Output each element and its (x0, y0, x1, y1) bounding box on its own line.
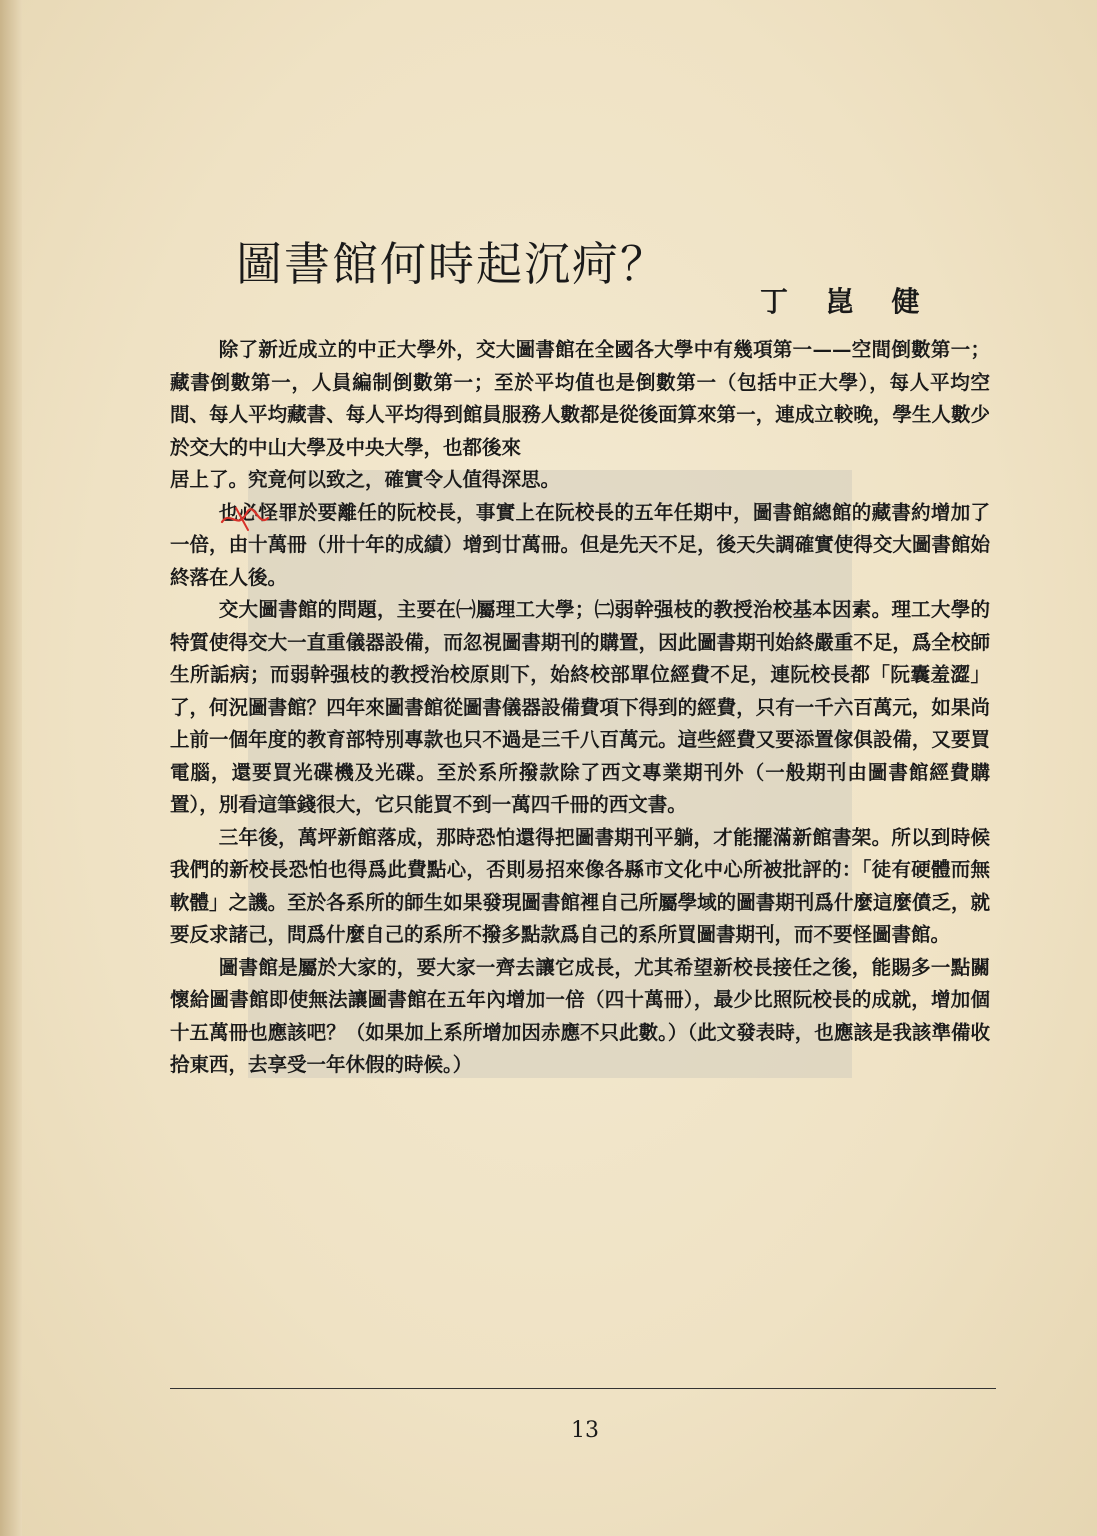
article-body (170, 334, 990, 1082)
paragraph-3: 交大圖書館的問題，主要在㈠屬理工大學；㈡弱幹强枝的教授治校基本因素。理工大學的特質使得交大一直重儀器設備，而忽視圖書期刊的購置，因此圖書期刊始終嚴重不足，爲全校師生所詬病；而弱幹强枝的教授治校原則下，始終校部單位經費不足，連阮校長都「阮囊羞澀」了，何況圖書館？四年來圖書館從圖書儀器設備費項下得到的經費，只有一千六百萬元，如果尚上前一個年度的教育部特別專款也只不過是三千八百萬元。這些經費又要添置傢俱設備，又要買電腦，還要買光碟機及光碟。至於系所撥款除了西文專業期刊外（一般期刊由圖書館經費購置），別看這筆錢很大，它只能買不到一萬四千冊的西文書。 (170, 598, 990, 816)
footer-rule (170, 1388, 996, 1389)
red-pen-scribble-icon (218, 500, 274, 540)
page-spine-shadow (0, 0, 22, 1536)
page-number: 13 (571, 1418, 599, 1443)
paragraph-5: 圖書館是屬於大家的，要大家一齊去讓它成長，尤其希望新校長接任之後，能賜多一點關懷給圖書館即使無法讓圖書館在五年內增加一倍（四十萬冊），最少比照阮校長的成就，增加個十五萬冊也應該吧？（如果加上系所增加因赤應不只此數。）（此文發表時，也應該是我該準備收拾東西，去享受一年休假的時候。） (170, 955, 990, 1076)
paragraph-4: 三年後，萬坪新館落成，那時恐怕還得把圖書期刊平躺，才能擺滿新館書架。所以到時候我們的新校長恐怕也得爲此費點心，否則易招來像各縣市文化中心所被批評的：「徒有硬體而無軟體」之譏。至於各系所的師生如果發現圖書館裡自己所屬學域的圖書期刊爲什麼這麼僨乏，就要反求諸己，問爲什麼自己的系所不撥多點款爲自己的系所買圖書期刊，而不要怪圖書館。 (170, 825, 990, 946)
article-title: 圖書館何時起沉疴？ (236, 236, 668, 291)
paragraph-2: 也必怪罪於要離任的阮校長，事實上在阮校長的五年任期中，圖書館總館的藏書約增加了一倍，由十萬冊（卅十年的成績）增到廿萬冊。但是先天不足，後天失調確實使得交大圖書館始終落在人後。 (170, 500, 990, 589)
paragraph-1-continued: 居上了。究竟何以致之，確實令人值得深思。 (170, 468, 561, 491)
article-author: 丁 崑 健 (760, 285, 934, 318)
paragraph-1: 除了新近成立的中正大學外，交大圖書館在全國各大學中有幾項第一——空間倒數第一；藏書倒數第一，人員編制倒數第一；至於平均值也是倒數第一（包括中正大學），每人平均空間、每人平均藏書、每人平均得到館員服務人數都是從後面算來第一，連成立較晚，學生人數少於交大的中山大學及中央大學，也都後來 (170, 338, 990, 459)
